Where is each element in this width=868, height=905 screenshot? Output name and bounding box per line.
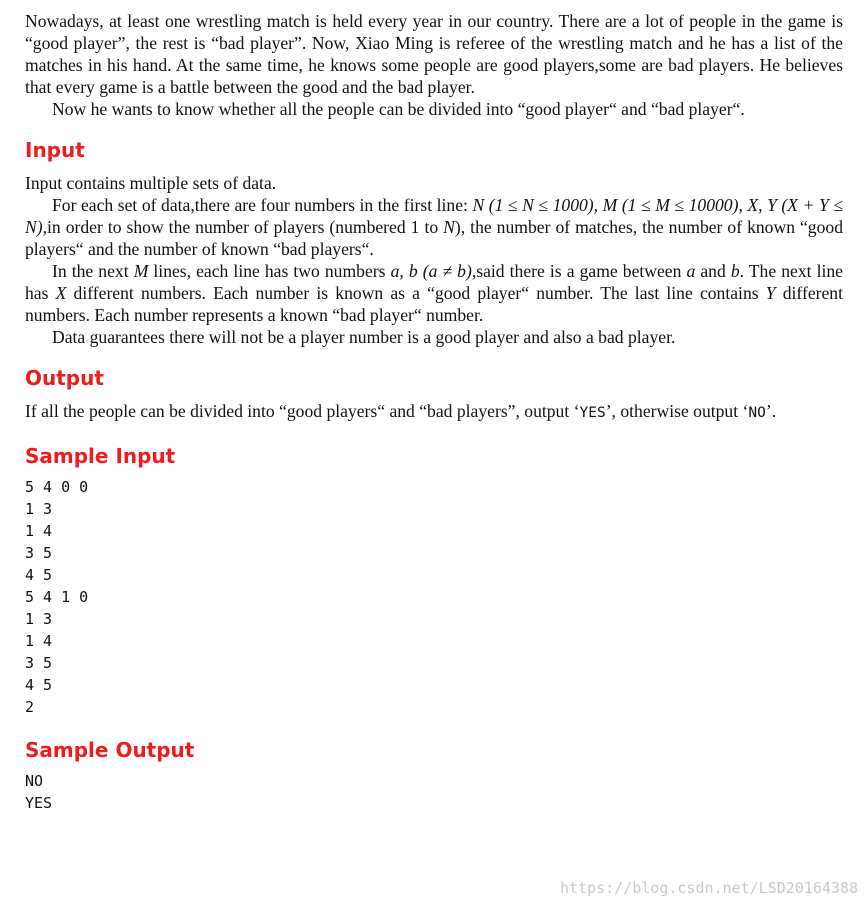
sample-input-line: 5 4 1 0 <box>25 588 89 606</box>
sample-input-line: 4 5 <box>25 676 53 694</box>
input-first-line-text-c: ), the number of matches, the number of known “good players“ and the number of known “bad players“. <box>25 217 843 259</box>
sample-input-line: 1 3 <box>25 500 53 518</box>
input-matches-text-c: ,said there is a game between <box>471 261 687 281</box>
output-yes-code: YES <box>579 405 606 421</box>
input-matches-text-a: In the next <box>52 261 134 281</box>
input-matches-text-e: . The next line has <box>25 261 843 303</box>
input-n-math: N <box>443 217 455 237</box>
sample-output-line: NO <box>25 772 44 790</box>
input-x-math: X <box>55 283 67 303</box>
input-b-math: b <box>730 261 740 281</box>
output-heading: Output <box>25 366 104 390</box>
output-text-a: If all the people can be divided into “good players“ and “bad players”, output ‘ <box>25 401 580 421</box>
sample-input-line: 1 4 <box>25 522 53 540</box>
sample-input-block <box>25 476 843 718</box>
input-first-line-text-b: ,in order to show the number of players (numbered 1 to <box>42 217 444 237</box>
blog-watermark: https://blog.csdn.net/LSD20164388 <box>559 879 858 897</box>
input-guarantee: Data guarantees there will not be a player number is a good player and also a bad player. <box>52 327 676 347</box>
sample-input-line: 1 4 <box>25 632 53 650</box>
input-first-line-text-a: For each set of data,there are four numbers in the first line: <box>52 195 473 215</box>
input-m-math: M <box>133 261 149 281</box>
output-text-c: ’. <box>765 401 777 421</box>
sample-input-line: 3 5 <box>25 544 53 562</box>
sample-input-line: 2 <box>25 698 35 716</box>
input-matches-text-f: different numbers. Each number is known as a “good player“ number. The last line contains <box>66 283 766 303</box>
input-matches-text-b: lines, each line has two numbers <box>148 261 391 281</box>
intro-paragraph: Nowadays, at least one wrestling match is held every year in our country. There are a lot of people in the game is “good player”, the rest is “bad player”. Now, Xiao Ming is referee of the wrestling match and he has a list of the matches in his hand. At the same time, he knows some people are good players,some are bad players. He believes that every game is a battle between the good and the bad player. <box>25 11 843 97</box>
input-matches-text-g: different numbers. Each number represents a known “bad player“ number. <box>25 283 843 325</box>
output-description <box>25 400 843 424</box>
input-matches-description <box>25 260 843 326</box>
output-no-code: NO <box>748 405 766 421</box>
input-description-intro: Input contains multiple sets of data. <box>25 173 277 193</box>
input-first-line-description <box>25 194 843 260</box>
sample-output-block <box>25 770 843 814</box>
sample-input-line: 1 3 <box>25 610 53 628</box>
output-text-b: ’, otherwise output ‘ <box>605 401 749 421</box>
input-ab-math: a, b (a ≠ b) <box>390 261 472 281</box>
input-y-math: Y <box>765 283 776 303</box>
problem-statement <box>25 10 843 814</box>
input-constraints-math: N (1 ≤ N ≤ 1000), M (1 ≤ M ≤ 10000), X, Y (X + Y ≤ N) <box>25 195 843 237</box>
input-a-math: a <box>686 261 696 281</box>
input-matches-text-d: and <box>695 261 731 281</box>
sample-output-heading: Sample Output <box>25 738 195 762</box>
sample-input-heading: Sample Input <box>25 444 176 468</box>
sample-input-line: 3 5 <box>25 654 53 672</box>
sample-output-line: YES <box>25 794 53 812</box>
intro-question: Now he wants to know whether all the people can be divided into “good player“ and “bad player“. <box>52 99 745 119</box>
input-heading: Input <box>25 138 85 162</box>
sample-input-line: 4 5 <box>25 566 53 584</box>
sample-input-line: 5 4 0 0 <box>25 478 89 496</box>
